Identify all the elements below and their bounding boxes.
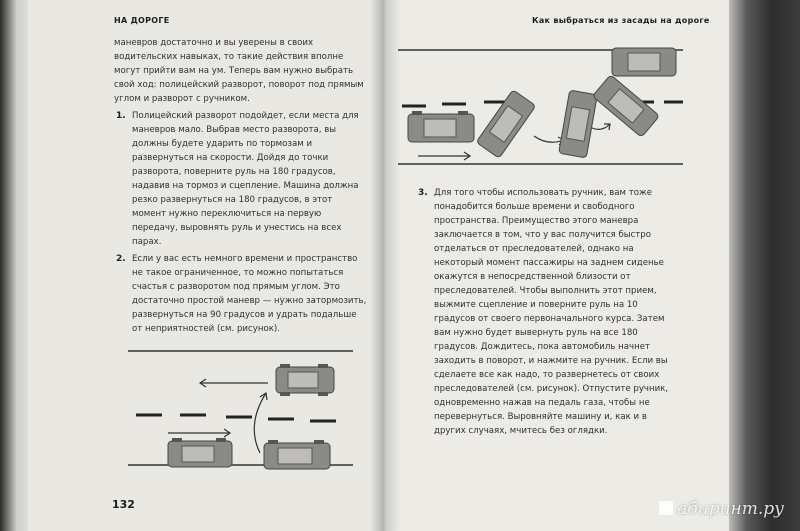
right-body-text [416,186,681,438]
watermark [659,499,784,519]
left-running-head: НА ДОРОГЕ [114,16,170,25]
list-item-1 [114,109,369,249]
list-item-1-number: 1. [116,111,126,121]
page-edges-left [0,0,28,531]
right-angle-turn-figure [128,345,358,475]
labirint-logo-icon [659,501,673,515]
handbrake-turn-figure [398,36,688,176]
right-running-head: Как выбраться из засады на дороге [532,16,710,25]
list-item-1-text: Полицейский разворот подойдет, если места для маневров мало. Выбрав место разворота, вы должны будете ударить по тормозам и развернуться на скорости. Дойдя до точки разворота, поверните руль на 180 градусов, надавив на тормоз и сцепление. Машина должна резко развернуться на 180 градусов, в этот момент нужно переключиться на первую передачу, выровнять руль и унестись на всех парах. [132,111,359,247]
list-item-3-text: Для того чтобы использовать ручник, вам тоже понадобится больше времени и свободного пространства. Преимущество этого маневра заключается в том, что у вас получится быстро отделаться от преследователей, однако на некоторый момент пассажиры на заднем сиденье окажутся в непосредственной близости от преследователей. Чтобы выполнить этот прием, выжмите сцепление и поверните руль на 10 градусов от своего первоначального курса. Затем вам нужно будет вывернуть руль на все 180 градусов. Дождитесь, пока автомобиль начнет заходить в поворот, и нажмите на ручник. Если вы сделаете все как надо, то развернетесь от своих преследователей (см. рисунок). Отпустите ручник, одновременно нажав на педаль газа, чтобы не перевернуться. Выровняйте машину и, как и в других случаях, мчитесь без оглядки. [434,188,669,436]
page-edges-right [729,0,800,531]
list-item-2-number: 2. [116,254,126,264]
left-body-text [114,36,369,336]
watermark-text: абиринт.ру [677,499,784,519]
left-intro-paragraph: маневров достаточно и вы уверены в своих водительских навыках, то такие действия вполне могут прийти вам на ум. Теперь вам нужно выбрать свой ход: полицейский разворот, поворот под прямым углом и разворот с ручником. [114,38,364,104]
right-page [384,0,729,531]
list-item-3 [416,186,681,438]
list-item-2-text: Если у вас есть немного времени и пространство не такое ограниченное, то можно попытаться счастья с разворотом под прямым углом. Это достаточно простой маневр — нужно затормозить, развернуться на 90 градусов и удрать подальше от неприятностей (см. рисунок). [132,254,367,334]
list-item-3-number: 3. [418,188,428,198]
left-page [28,0,384,531]
page-number: 132 [112,498,135,511]
list-item-2 [114,252,369,336]
